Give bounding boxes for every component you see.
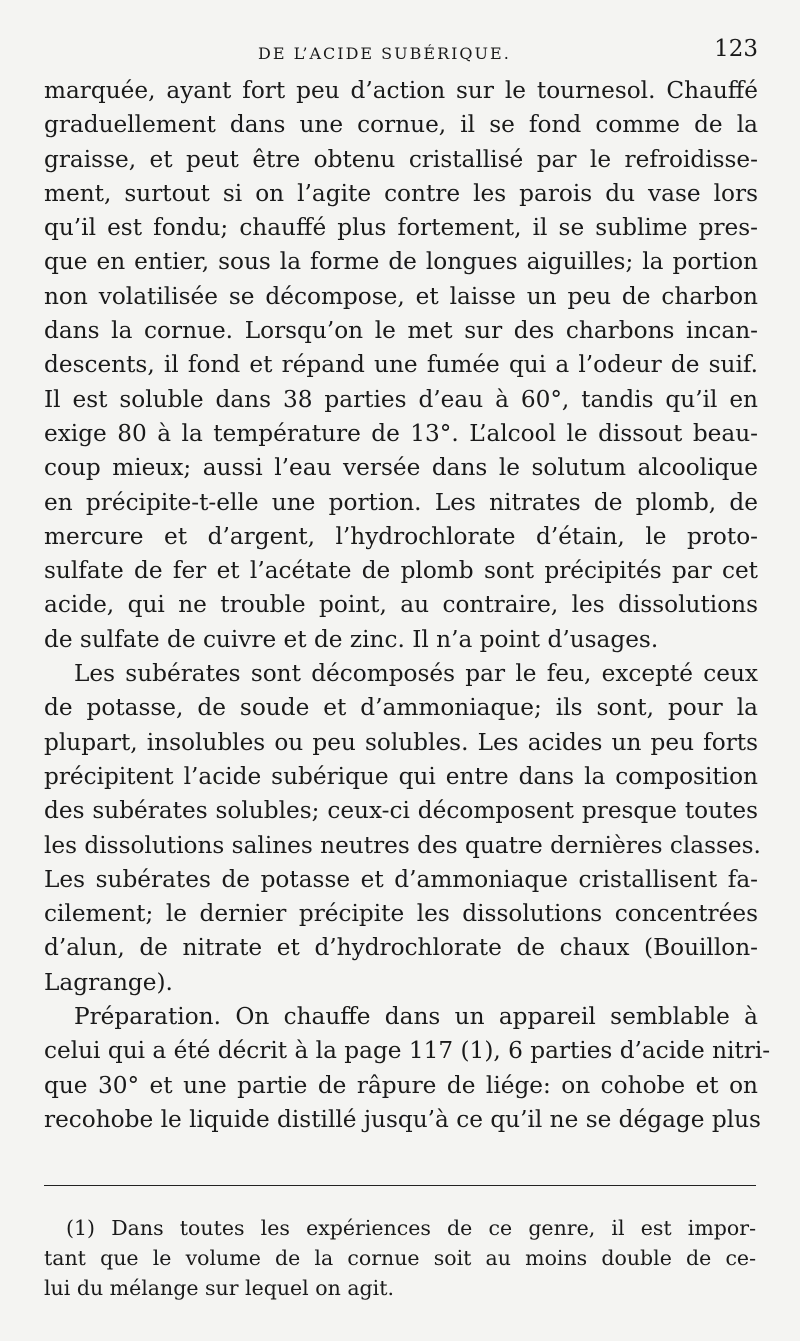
- text-line: plupart, insolubles ou peu solubles. Les acides un peu forts: [44, 728, 758, 756]
- text-line: coup mieux; aussi l’eau versée dans le solutum alcoolique: [44, 454, 758, 482]
- text-line: en précipite-t-elle une portion. Les nitrates de plomb, de: [44, 488, 758, 516]
- running-head: [0, 34, 800, 64]
- text-line: exige 80 à la température de 13°. L’alcool le dissout beau-: [44, 419, 758, 447]
- text-line: Les subérates sont décomposés par le feu, excepté ceux: [74, 660, 758, 688]
- text-line: mercure et d’argent, l’hydrochlorate d’étain, le proto-: [44, 522, 758, 550]
- text-line: descents, il fond et répand une fumée qui a l’odeur de suif.: [44, 351, 758, 379]
- text-line: d’alun, de nitrate et d’hydrochlorate de chaux (Bouillon-: [44, 934, 758, 962]
- text-line: acide, qui ne trouble point, au contraire, les dissolutions: [44, 591, 758, 619]
- text-line: précipitent l’acide subérique qui entre dans la composition: [44, 762, 758, 790]
- text-line: graisse, et peut être obtenu cristallisé par le refroidisse-: [44, 145, 758, 173]
- text-line: graduellement dans une cornue, il se fond comme de la: [44, 111, 758, 139]
- text-line: des subérates solubles; ceux-ci décomposent presque toutes: [44, 797, 758, 825]
- text-line: de potasse, de soude et d’ammoniaque; ils sont, pour la: [44, 694, 758, 722]
- text-line: Préparation. On chauffe dans un appareil semblable à: [74, 1003, 758, 1031]
- text-line: Lagrange).: [44, 968, 173, 996]
- footnote-rule: [44, 1185, 756, 1186]
- text-line: non volatilisée se décompose, et laisse un peu de charbon: [44, 282, 758, 310]
- text-line: Il est soluble dans 38 parties d’eau à 60°, tandis qu’il en: [44, 385, 758, 413]
- text-line: recohobe le liquide distillé jusqu’à ce qu’il ne se dégage plus: [44, 1105, 761, 1133]
- text-line: marquée, ayant fort peu d’action sur le tournesol. Chauffé: [44, 77, 758, 104]
- text-line: Les subérates de potasse et d’ammoniaque cristallisent fa-: [44, 865, 758, 893]
- text-line: celui qui a été décrit à la page 117 (1), 6 parties d’acide nitri-: [44, 1037, 771, 1065]
- text-line: qu’il est fondu; chauffé plus fortement, il se sublime pres-: [44, 214, 758, 242]
- page-number: 123: [714, 36, 758, 62]
- footnote-line: (1) Dans toutes les expériences de ce genre, il est impor-: [66, 1216, 756, 1240]
- text-line: sulfate de fer et l’acétate de plomb sont précipités par cet: [44, 557, 758, 585]
- text-line: que en entier, sous la forme de longues aiguilles; la portion: [44, 248, 758, 276]
- running-title: DE L’ACIDE SUBÉRIQUE.: [258, 44, 511, 63]
- footnote-line: tant que le volume de la cornue soit au moins double de ce-: [44, 1246, 756, 1270]
- text-line: cilement; le dernier précipite les dissolutions concentrées: [44, 900, 758, 928]
- text-line: ment, surtout si on l’agite contre les parois du vase lors: [44, 179, 758, 207]
- footnote-line: lui du mélange sur lequel on agit.: [44, 1276, 394, 1300]
- footnote: [44, 1213, 756, 1303]
- text-line: que 30° et une partie de râpure de liége: on cohobe et on: [44, 1071, 758, 1099]
- body-text: [44, 74, 771, 1137]
- text-line: les dissolutions salines neutres des quatre dernières classes.: [44, 831, 761, 859]
- text-line: de sulfate de cuivre et de zinc. Il n’a point d’usages.: [44, 625, 659, 653]
- text-line: dans la cornue. Lorsqu’on le met sur des charbons incan-: [44, 317, 758, 345]
